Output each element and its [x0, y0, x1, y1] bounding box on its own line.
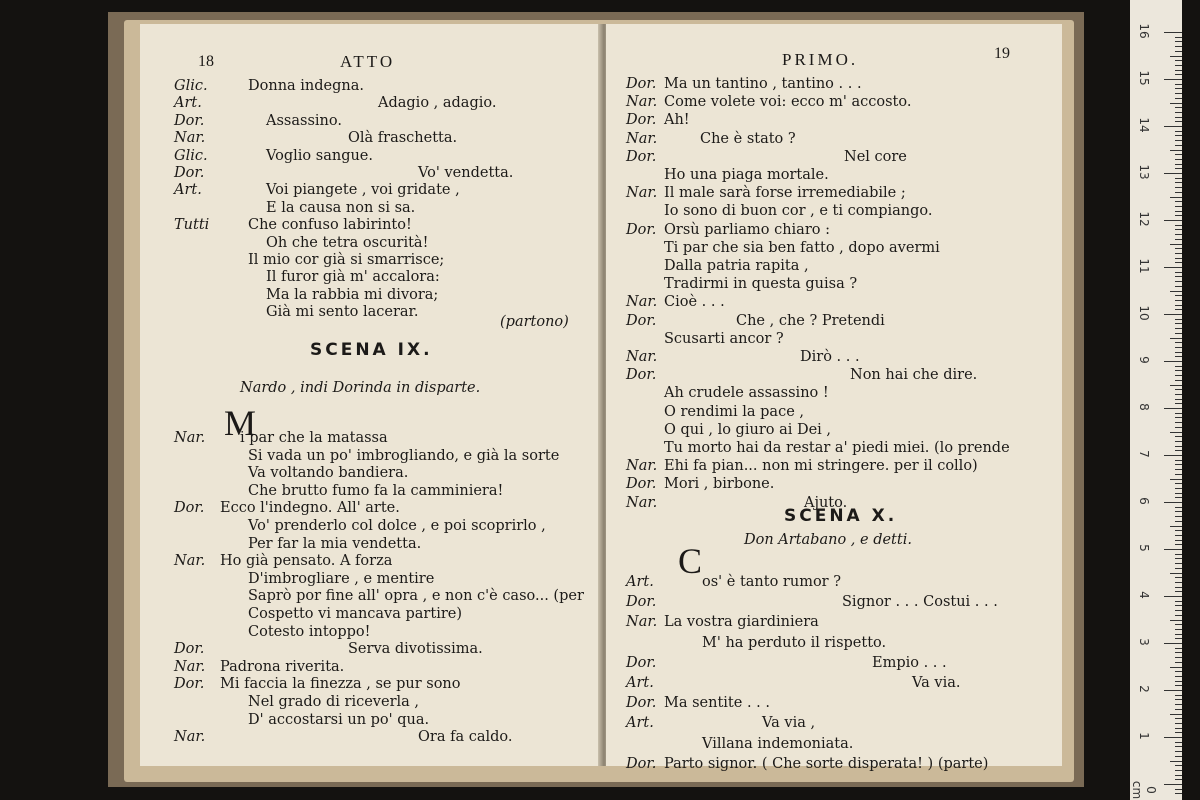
- ruler-tick: [1175, 41, 1182, 42]
- ruler-tick: [1164, 455, 1182, 456]
- ruler-tick: [1175, 601, 1182, 602]
- ruler-tick: [1175, 159, 1182, 160]
- verse-line: Ho già pensato. A forza: [220, 553, 393, 570]
- verse-line: Padrona riverita.: [220, 658, 345, 675]
- verse-line: Mori , birbone.: [664, 476, 775, 493]
- page-number: 18: [198, 53, 214, 70]
- ruler-tick: [1175, 681, 1182, 682]
- stage-direction: (partono): [500, 314, 569, 330]
- ruler-tick: [1175, 253, 1182, 254]
- speaker-label: Nar.: [174, 553, 206, 570]
- speaker-label: Dor.: [626, 594, 657, 611]
- ruler-tick: [1170, 761, 1182, 762]
- ruler-label: 10: [1137, 305, 1151, 321]
- speaker-label: Nar.: [626, 494, 658, 511]
- measuring-ruler: [1130, 0, 1182, 800]
- verse-line: Nel core: [844, 148, 907, 165]
- ruler-tick: [1175, 206, 1182, 207]
- speaker-label: Glic.: [174, 78, 208, 94]
- speaker-label: Dor.: [626, 695, 657, 712]
- ruler-label: 6: [1137, 497, 1151, 505]
- ruler-tick: [1175, 70, 1182, 71]
- ruler-label: 9: [1137, 356, 1151, 364]
- ruler-tick: [1170, 385, 1182, 386]
- ruler-tick: [1175, 638, 1182, 639]
- ruler-tick: [1175, 558, 1182, 559]
- ruler-tick: [1175, 60, 1182, 61]
- ruler-tick: [1175, 319, 1182, 320]
- verse-line: D' accostarsi un po' qua.: [248, 711, 430, 728]
- verse-line: Ajuto.: [804, 494, 848, 511]
- ruler-label: 14: [1137, 117, 1151, 133]
- speaker-label: Nar.: [626, 614, 658, 631]
- verse-line: Va voltando bandiera.: [248, 465, 409, 482]
- ruler-tick: [1175, 168, 1182, 169]
- ruler-tick: [1175, 770, 1182, 771]
- verse-line: Che confuso labirinto!: [248, 217, 412, 234]
- ruler-tick: [1175, 605, 1182, 606]
- ruler-tick: [1175, 323, 1182, 324]
- ruler-tick: [1175, 732, 1182, 733]
- speaker-label: Nar.: [174, 729, 206, 746]
- ruler-tick: [1175, 469, 1182, 470]
- ruler-tick: [1175, 662, 1182, 663]
- ruler-tick: [1164, 79, 1182, 80]
- ruler-tick: [1175, 441, 1182, 442]
- speaker-label: Dor.: [174, 165, 205, 181]
- ruler-tick: [1175, 51, 1182, 52]
- ruler-tick: [1175, 624, 1182, 625]
- ruler-tick: [1175, 464, 1182, 465]
- running-head: ATTO: [340, 52, 396, 71]
- ruler-tick: [1175, 742, 1182, 743]
- ruler-tick: [1175, 258, 1182, 259]
- ruler-tick: [1175, 121, 1182, 122]
- ruler-tick: [1175, 507, 1182, 508]
- ruler-tick: [1175, 789, 1182, 790]
- ruler-tick: [1175, 154, 1182, 155]
- verse-line: Signor . . . Costui . . .: [842, 594, 998, 611]
- verse-line: D'imbrogliare , e mentire: [248, 570, 435, 587]
- verse-line: Già mi sento lacerar.: [266, 304, 419, 321]
- verse-line: Adagio , adagio.: [378, 95, 497, 112]
- ruler-tick: [1175, 215, 1182, 216]
- ruler-tick: [1175, 746, 1182, 747]
- ruler-tick: [1170, 714, 1182, 715]
- verse-line: Mi faccia la finezza , se pur sono: [220, 676, 461, 693]
- speaker-label: Nar.: [626, 94, 658, 111]
- verse-line: Nel grado di riceverla ,: [248, 694, 419, 710]
- speaker-label: Nar.: [174, 658, 206, 675]
- ruler-tick: [1175, 262, 1182, 263]
- verse-line: Cotesto intoppo!: [248, 623, 371, 640]
- ruler-tick: [1175, 117, 1182, 118]
- ruler-tick: [1175, 450, 1182, 451]
- speaker-label: Nar.: [174, 430, 206, 446]
- ruler-label: 0 cm: [1130, 780, 1158, 800]
- ruler-label: 15: [1137, 70, 1151, 86]
- speaker-label: Dor.: [626, 654, 657, 671]
- verse-line: Empio . . .: [872, 654, 947, 671]
- ruler-tick: [1170, 526, 1182, 527]
- ruler-tick: [1170, 620, 1182, 621]
- running-head: PRIMO.: [782, 50, 859, 69]
- speaker-label: Nar.: [174, 130, 206, 147]
- ruler-tick: [1175, 135, 1182, 136]
- ruler-tick: [1175, 540, 1182, 541]
- verse-line: Va via ,: [762, 715, 816, 732]
- verse-line: Il mio cor già si smarrisce;: [248, 252, 445, 268]
- speaker-label: Dor.: [626, 367, 657, 384]
- verse-line: Dirò . . .: [800, 349, 860, 365]
- ruler-tick: [1175, 107, 1182, 108]
- ruler-tick: [1170, 479, 1182, 480]
- verse-line: Voi piangete , voi gridate ,: [266, 182, 460, 199]
- ruler-tick: [1175, 436, 1182, 437]
- verse-line: Assassino.: [266, 112, 342, 129]
- ruler-tick: [1164, 643, 1182, 644]
- verse-line: Va via.: [912, 675, 961, 691]
- ruler-tick: [1175, 403, 1182, 404]
- ruler-tick: [1175, 634, 1182, 635]
- verse-line: Il furor già m' accalora:: [266, 269, 440, 286]
- ruler-tick: [1175, 366, 1182, 367]
- ruler-tick: [1175, 272, 1182, 273]
- verse-line: Vo' prenderlo col dolce , e poi scoprirlo ,: [248, 518, 546, 534]
- ruler-tick: [1170, 338, 1182, 339]
- verse-line: Cospetto vi mancava partire): [248, 606, 462, 622]
- speaker-label: Nar.: [626, 185, 658, 202]
- ruler-tick: [1175, 84, 1182, 85]
- ruler-tick: [1175, 516, 1182, 517]
- verse-line: Ecco l'indegno. All' arte.: [220, 500, 400, 517]
- ruler-tick: [1175, 793, 1182, 794]
- scene-cast: Don Artabano , e detti.: [744, 532, 912, 548]
- ruler-tick: [1164, 267, 1182, 268]
- ruler-tick: [1175, 695, 1182, 696]
- ruler-tick: [1175, 779, 1182, 780]
- ruler-tick: [1175, 671, 1182, 672]
- ruler-tick: [1164, 596, 1182, 597]
- ruler-tick: [1164, 784, 1182, 785]
- ruler-label: 4: [1137, 591, 1151, 599]
- ruler-tick: [1175, 751, 1182, 752]
- ruler-tick: [1175, 657, 1182, 658]
- ruler-tick: [1175, 225, 1182, 226]
- speaker-label: Dor.: [626, 221, 657, 238]
- verse-line: Orsù parliamo chiaro :: [664, 221, 830, 238]
- ruler-tick: [1164, 173, 1182, 174]
- ruler-tick: [1175, 65, 1182, 66]
- ruler-tick: [1170, 432, 1182, 433]
- ruler-tick: [1175, 182, 1182, 183]
- verse-line: Dalla patria rapita ,: [664, 258, 809, 274]
- verse-line: Villana indemoniata.: [702, 735, 854, 752]
- ruler-tick: [1164, 502, 1182, 503]
- ruler-tick: [1175, 563, 1182, 564]
- ruler-tick: [1164, 220, 1182, 221]
- ruler-tick: [1175, 446, 1182, 447]
- verse-line: Ma la rabbia mi divora;: [266, 286, 439, 303]
- ruler-tick: [1175, 530, 1182, 531]
- verse-line: Non hai che dire.: [850, 367, 978, 384]
- ruler-label: 8: [1137, 403, 1151, 411]
- ruler-tick: [1175, 413, 1182, 414]
- ruler-tick: [1175, 192, 1182, 193]
- verse-line: Vo' vendetta.: [418, 165, 514, 181]
- speaker-label: Dor.: [626, 148, 657, 165]
- ruler-tick: [1175, 483, 1182, 484]
- ruler-tick: [1175, 295, 1182, 296]
- speaker-label: Dor.: [174, 500, 205, 517]
- ruler-tick: [1175, 582, 1182, 583]
- verse-line: Come volete voi: ecco m' accosto.: [664, 94, 912, 111]
- scene-title: SCENA IX.: [310, 340, 433, 360]
- ruler-tick: [1175, 544, 1182, 545]
- ruler-label: 1: [1137, 732, 1151, 740]
- ruler-tick: [1175, 201, 1182, 202]
- ruler-tick: [1175, 187, 1182, 188]
- speaker-label: Nar.: [626, 130, 658, 147]
- ruler-tick: [1175, 352, 1182, 353]
- verse-line: Per far la mia vendetta.: [248, 535, 422, 552]
- speaker-label: Dor.: [174, 641, 205, 658]
- ruler-tick: [1175, 347, 1182, 348]
- verse-line: Serva divotissima.: [348, 641, 483, 658]
- speaker-label: Dor.: [626, 76, 657, 92]
- ruler-tick: [1175, 417, 1182, 418]
- verse-line: Il male sarà forse irremediabile ;: [664, 185, 906, 202]
- ruler-label: 13: [1137, 164, 1151, 180]
- verse-line: Che è stato ?: [700, 130, 796, 147]
- ruler-tick: [1170, 291, 1182, 292]
- ruler-tick: [1175, 375, 1182, 376]
- ruler-tick: [1175, 164, 1182, 165]
- ruler-tick: [1175, 497, 1182, 498]
- speaker-label: Art.: [174, 95, 202, 112]
- ruler-tick: [1175, 652, 1182, 653]
- ruler-tick: [1170, 667, 1182, 668]
- verse-line: Che brutto fumo fa la camminiera!: [248, 482, 504, 499]
- ruler-tick: [1175, 131, 1182, 132]
- ruler-tick: [1175, 587, 1182, 588]
- ruler-tick: [1175, 709, 1182, 710]
- ruler-tick: [1170, 573, 1182, 574]
- ruler-tick: [1175, 493, 1182, 494]
- speaker-label: Art.: [626, 574, 654, 590]
- drop-cap: C: [678, 541, 703, 581]
- verse-line: Ora fa caldo.: [418, 729, 513, 746]
- verse-line: Tu morto hai da restar a' piedi miei. (lo prende: [664, 440, 1010, 456]
- scene-cast: Nardo , indi Dorinda in disparte.: [240, 380, 481, 396]
- speaker-label: Dor.: [626, 476, 657, 493]
- verse-line: Ehi fa pian... non mi stringere. per il collo): [664, 458, 978, 475]
- ruler-tick: [1175, 723, 1182, 724]
- speaker-label: Nar.: [626, 458, 658, 475]
- verse-line: Si vada un po' imbrogliando, e già la sorte: [248, 447, 560, 464]
- ruler-label: 2: [1137, 685, 1151, 693]
- ruler-tick: [1175, 577, 1182, 578]
- ruler-tick: [1175, 756, 1182, 757]
- ruler-label: 5: [1137, 544, 1151, 552]
- ruler-tick: [1175, 239, 1182, 240]
- ruler-tick: [1164, 737, 1182, 738]
- ruler-tick: [1175, 568, 1182, 569]
- verse-line: Olà fraschetta.: [348, 130, 458, 147]
- ruler-tick: [1170, 56, 1182, 57]
- ruler-tick: [1175, 389, 1182, 390]
- verse-line: Parto signor. ( Che sorte disperata! ) (parte): [664, 755, 989, 772]
- speaker-label: Glic.: [174, 147, 208, 164]
- verse-line: Oh che tetra oscurità!: [266, 234, 429, 251]
- ruler-tick: [1175, 370, 1182, 371]
- right-page: [606, 24, 1062, 772]
- ruler-tick: [1175, 300, 1182, 301]
- ruler-tick: [1170, 103, 1182, 104]
- verse-line: Ah!: [664, 112, 690, 129]
- ruler-tick: [1175, 380, 1182, 381]
- verse-line: i par che la matassa: [240, 430, 388, 446]
- verse-line: os' è tanto rumor ?: [702, 574, 841, 590]
- speaker-label: Dor.: [626, 755, 657, 772]
- verse-line: Che , che ? Pretendi: [736, 312, 885, 329]
- ruler-tick: [1175, 305, 1182, 306]
- ruler-tick: [1170, 244, 1182, 245]
- verse-line: O rendimi la pace ,: [664, 403, 805, 420]
- ruler-tick: [1175, 460, 1182, 461]
- ruler-tick: [1175, 718, 1182, 719]
- ruler-tick: [1175, 145, 1182, 146]
- ruler-tick: [1175, 37, 1182, 38]
- ruler-tick: [1175, 333, 1182, 334]
- ruler-tick: [1175, 699, 1182, 700]
- verse-line: Cioè . . .: [664, 294, 725, 311]
- verse-line: Voglio sangue.: [266, 147, 374, 164]
- ruler-tick: [1175, 615, 1182, 616]
- ruler-tick: [1175, 281, 1182, 282]
- ruler-tick: [1175, 775, 1182, 776]
- ruler-tick: [1175, 399, 1182, 400]
- verse-line: Ma sentite . . .: [664, 695, 770, 712]
- speaker-label: Art.: [626, 715, 654, 732]
- verse-line: Io sono di buon cor , e ti compiango.: [664, 203, 933, 220]
- ruler-label: 11: [1137, 258, 1151, 274]
- ruler-tick: [1175, 112, 1182, 113]
- verse-line: O qui , lo giuro ai Dei ,: [664, 421, 832, 438]
- verse-line: Scusarti ancor ?: [664, 330, 784, 347]
- ruler-tick: [1175, 474, 1182, 475]
- ruler-tick: [1175, 765, 1182, 766]
- speaker-label: Dor.: [626, 112, 657, 129]
- ruler-tick: [1175, 211, 1182, 212]
- ruler-tick: [1175, 427, 1182, 428]
- ruler-tick: [1175, 676, 1182, 677]
- ruler-tick: [1175, 88, 1182, 89]
- speaker-label: Dor.: [626, 312, 657, 329]
- ruler-tick: [1175, 286, 1182, 287]
- verse-line: Donna indegna.: [248, 78, 364, 94]
- ruler-tick: [1175, 140, 1182, 141]
- ruler-tick: [1175, 554, 1182, 555]
- ruler-tick: [1175, 394, 1182, 395]
- ruler-tick: [1175, 704, 1182, 705]
- ruler-tick: [1175, 229, 1182, 230]
- ruler-tick: [1175, 728, 1182, 729]
- speaker-label: Art.: [174, 182, 202, 199]
- ruler-tick: [1175, 46, 1182, 47]
- ruler-label: 3: [1137, 638, 1151, 646]
- ruler-tick: [1164, 32, 1182, 33]
- ruler-label: 12: [1137, 211, 1151, 227]
- ruler-tick: [1175, 356, 1182, 357]
- speaker-label: Dor.: [174, 676, 205, 693]
- ruler-tick: [1175, 610, 1182, 611]
- ruler-tick: [1164, 126, 1182, 127]
- ruler-tick: [1175, 328, 1182, 329]
- speaker-label: Dor.: [174, 112, 205, 129]
- verse-line: Ho una piaga mortale.: [664, 167, 829, 183]
- ruler-tick: [1175, 535, 1182, 536]
- scene-title: SCENA X.: [784, 506, 898, 526]
- ruler-tick: [1175, 488, 1182, 489]
- ruler-tick: [1175, 521, 1182, 522]
- ruler-tick: [1164, 549, 1182, 550]
- verse-line: M' ha perduto il rispetto.: [702, 634, 887, 651]
- verse-line: Ti par che sia ben fatto , dopo avermi: [664, 239, 940, 256]
- page-number: 19: [994, 45, 1010, 62]
- ruler-tick: [1175, 422, 1182, 423]
- ruler-tick: [1164, 361, 1182, 362]
- ruler-tick: [1175, 591, 1182, 592]
- ruler-tick: [1170, 197, 1182, 198]
- ruler-tick: [1170, 150, 1182, 151]
- speaker-label: Tutti: [174, 217, 210, 234]
- ruler-tick: [1175, 178, 1182, 179]
- ruler-tick: [1175, 234, 1182, 235]
- drop-cap: M: [224, 403, 257, 443]
- verse-line: La vostra giardiniera: [664, 614, 819, 631]
- ruler-tick: [1164, 408, 1182, 409]
- verse-line: Saprò por fine all' opra , e non c'è caso... (per: [248, 588, 584, 605]
- ruler-tick: [1175, 309, 1182, 310]
- speaker-label: Nar.: [626, 349, 658, 365]
- verse-line: Ah crudele assassino !: [664, 385, 829, 402]
- ruler-tick: [1175, 648, 1182, 649]
- ruler-tick: [1175, 342, 1182, 343]
- verse-line: E la causa non si sa.: [266, 199, 416, 216]
- ruler-tick: [1164, 314, 1182, 315]
- speaker-label: Nar.: [626, 294, 658, 311]
- ruler-tick: [1175, 93, 1182, 94]
- ruler-tick: [1175, 74, 1182, 75]
- ruler-label: 16: [1137, 23, 1151, 39]
- speaker-label: Art.: [626, 675, 654, 691]
- ruler-tick: [1164, 690, 1182, 691]
- verse-line: Tradirmi in questa guisa ?: [664, 276, 858, 293]
- ruler-tick: [1175, 248, 1182, 249]
- verse-line: Ma un tantino , tantino . . .: [664, 76, 862, 92]
- ruler-tick: [1175, 685, 1182, 686]
- ruler-tick: [1175, 629, 1182, 630]
- left-page: [140, 24, 602, 766]
- ruler-tick: [1175, 511, 1182, 512]
- ruler-label: 7: [1137, 450, 1151, 458]
- ruler-tick: [1175, 98, 1182, 99]
- ruler-tick: [1175, 276, 1182, 277]
